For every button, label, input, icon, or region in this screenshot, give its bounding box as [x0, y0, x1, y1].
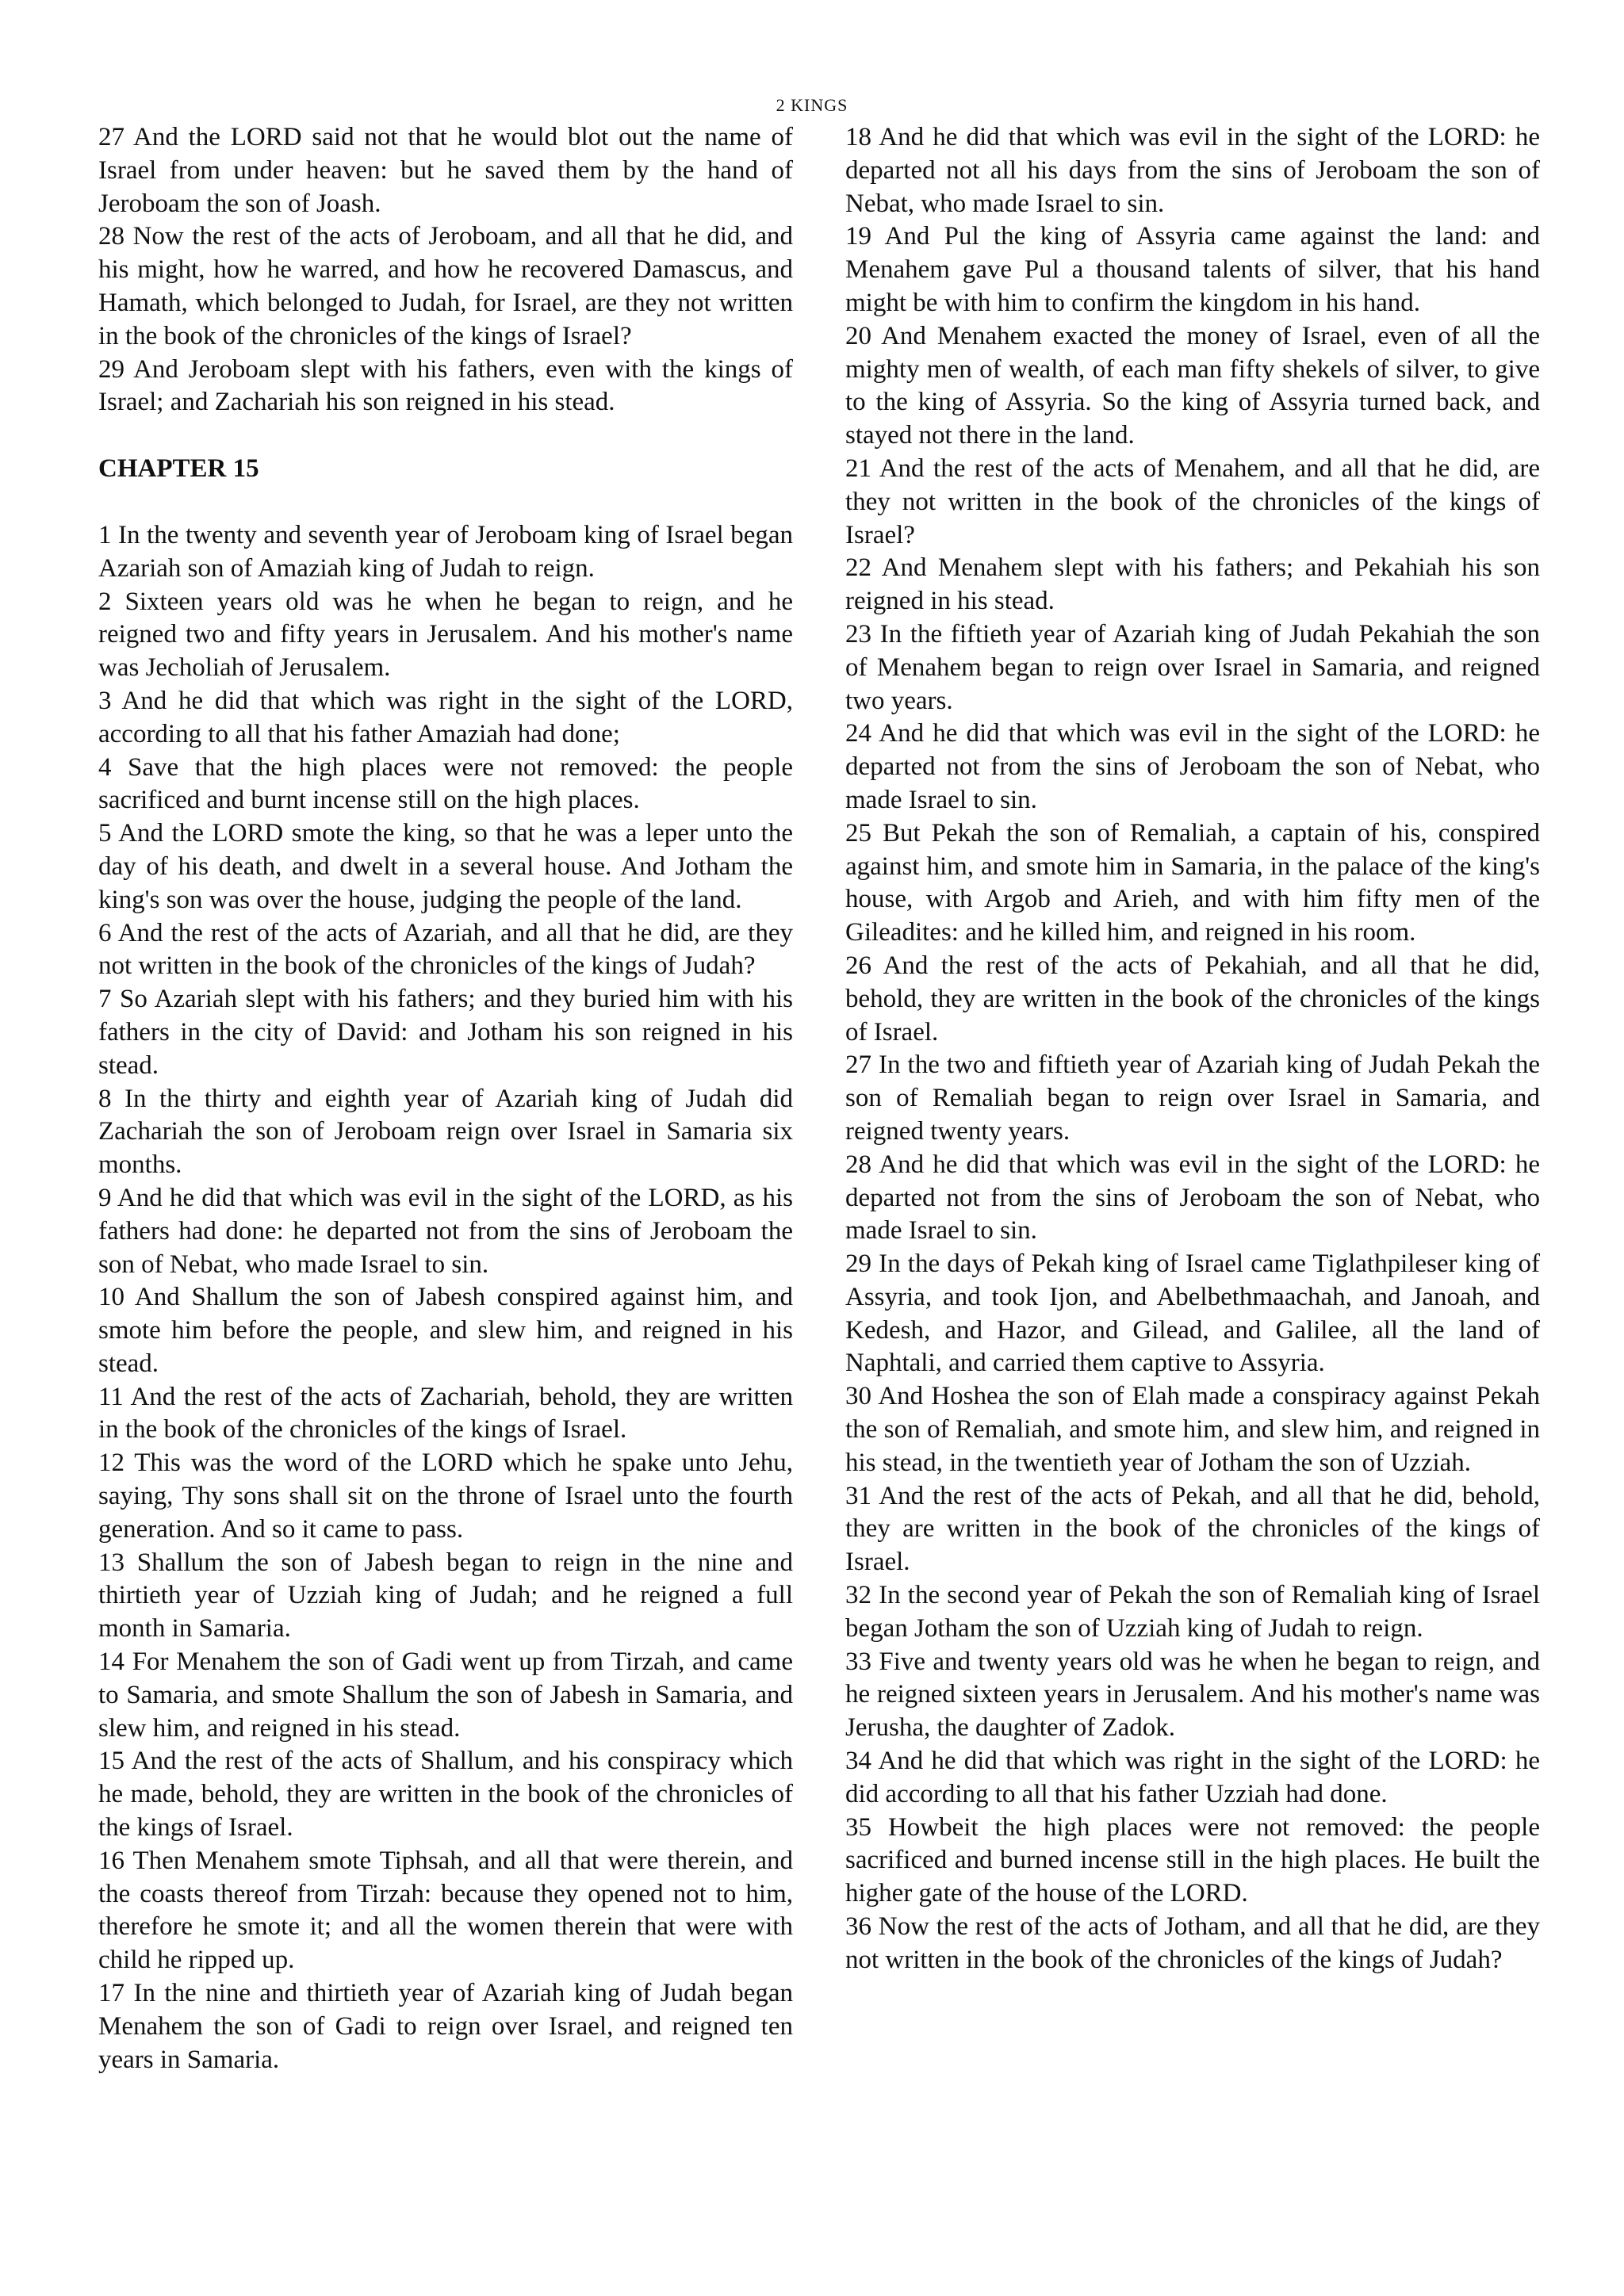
verse-15-5: 5 And the LORD smote the king, so that he was a leper unto the day of his death, and dwelt in a several house. And Jotham the king's son was over the house, judging the people of the land.: [98, 819, 793, 914]
right-column: [845, 121, 1540, 1977]
verse-15-22: 22 And Menahem slept with his fathers; and Pekahiah his son reigned in his stead.: [845, 553, 1540, 616]
verse-15-20: 20 And Menahem exacted the money of Israel, even of all the mighty men of wealth, of each man fifty shekels of silver, to give to the king of Assyria. So the king of Assyria turned back, and stayed not there in the land.: [845, 321, 1540, 450]
verse-15-36: 36 Now the rest of the acts of Jotham, and all that he did, are they not written in the book of the chronicles of the kings of Judah?: [845, 1912, 1540, 1974]
verse-15-6: 6 And the rest of the acts of Azariah, and all that he did, are they not written in the book of the chronicles of the kings of Judah?: [98, 918, 793, 981]
verse-15-23: 23 In the fiftieth year of Azariah king of Judah Pekahiah the son of Menahem began to reign over Israel in Samaria, and reigned two years.: [845, 619, 1540, 715]
verse-15-30: 30 And Hoshea the son of Elah made a conspiracy against Pekah the son of Remaliah, and smote him, and slew him, and reigned in his stead, in the twentieth year of Jotham the son of Uzziah.: [845, 1382, 1540, 1477]
verse-15-2: 2 Sixteen years old was he when he began to reign, and he reigned two and fifty years in Jerusalem. And his mother's name was Jecholiah of Jerusalem.: [98, 587, 793, 683]
verse-14-28: 28 Now the rest of the acts of Jeroboam, and all that he did, and his might, how he warred, and how he recovered Damascus, and Hamath, which belonged to Judah, for Israel, are they not written in the book of the chronicles of the kings of Israel?: [98, 222, 793, 350]
verse-15-12: 12 This was the word of the LORD which he spake unto Jehu, saying, Thy sons shall sit on the throne of Israel unto the fourth generation. And so it came to pass.: [98, 1448, 793, 1544]
verse-15-31: 31 And the rest of the acts of Pekah, and all that he did, behold, they are written in the book of the chronicles of the kings of Israel.: [845, 1481, 1540, 1577]
verse-15-14: 14 For Menahem the son of Gadi went up from Tirzah, and came to Samaria, and smote Shallum the son of Jabesh in Samaria, and slew him, and reigned in his stead.: [98, 1647, 793, 1743]
verse-15-26: 26 And the rest of the acts of Pekahiah, and all that he did, behold, they are written in the book of the chronicles of the kings of Israel.: [845, 951, 1540, 1047]
verse-15-11: 11 And the rest of the acts of Zachariah, behold, they are written in the book of the chronicles of the kings of Israel.: [98, 1382, 793, 1445]
verse-15-9: 9 And he did that which was evil in the sight of the LORD, as his fathers had done: he departed not from the sins of Jeroboam the son of Nebat, who made Israel to sin.: [98, 1183, 793, 1279]
verse-15-29: 29 In the days of Pekah king of Israel came Tiglathpileser king of Assyria, and took Ijon, and Abelbethmaachah, and Janoah, and Kedesh, and Hazor, and Gilead, and Galilee, all the land of Naphtali, and carried them captive to Assyria.: [845, 1249, 1540, 1378]
verse-15-35: 35 Howbeit the high places were not removed: the people sacrificed and burned incense still in the high places. He built the higher gate of the house of the LORD.: [845, 1812, 1540, 1908]
verse-15-25: 25 But Pekah the son of Remaliah, a captain of his, conspired against him, and smote him in Samaria, in the palace of the king's house, with Argob and Arieh, and with him fifty men of the Gileadites: and he killed him, and reigned in his room.: [845, 818, 1540, 947]
verse-15-13: 13 Shallum the son of Jabesh began to reign in the nine and thirtieth year of Uzziah king of Judah; and he reigned a full month in Samaria.: [98, 1548, 793, 1644]
verse-15-19: 19 And Pul the king of Assyria came against the land: and Menahem gave Pul a thousand talents of silver, that his hand might be with him to confirm the kingdom in his hand.: [845, 222, 1540, 317]
verse-15-28: 28 And he did that which was evil in the sight of the LORD: he departed not from the sins of Jeroboam the son of Nebat, who made Israel to sin.: [845, 1150, 1540, 1246]
verse-15-4: 4 Save that the high places were not removed: the people sacrificed and burnt incense still on the high places.: [98, 752, 793, 815]
verse-15-8: 8 In the thirty and eighth year of Azariah king of Judah did Zachariah the son of Jeroboam reign over Israel in Samaria six months.: [98, 1084, 793, 1180]
verse-15-7: 7 So Azariah slept with his fathers; and they buried him with his fathers in the city of David: and Jotham his son reigned in his stead.: [98, 985, 793, 1080]
verse-14-29: 29 And Jeroboam slept with his fathers, even with the kings of Israel; and Zachariah his son reigned in his stead.: [98, 354, 793, 417]
verse-15-32: 32 In the second year of Pekah the son of Remaliah king of Israel began Jotham the son of Uzziah king of Judah to reign.: [845, 1581, 1540, 1643]
verse-15-16: 16 Then Menahem smote Tiphsah, and all that were therein, and the coasts thereof from Tirzah: because they opened not to him, therefore he smote it; and all the women therein that were with child he ripped up.: [98, 1846, 793, 1975]
verse-15-1: 1 In the twenty and seventh year of Jeroboam king of Israel began Azariah son of Amaziah king of Judah to reign.: [98, 520, 793, 583]
verse-14-27: 27 And the LORD said not that he would blot out the name of Israel from under heaven: but he saved them by the hand of Jeroboam the son of Joash.: [98, 123, 793, 218]
verse-15-24: 24 And he did that which was evil in the sight of the LORD: he departed not from the sins of Jeroboam the son of Nebat, who made Israel to sin.: [845, 719, 1540, 814]
verse-15-34: 34 And he did that which was right in the sight of the LORD: he did according to all that his father Uzziah had done.: [845, 1747, 1540, 1808]
verse-15-21: 21 And the rest of the acts of Menahem, and all that he did, are they not written in the book of the chronicles of the kings of Israel?: [845, 453, 1540, 549]
verse-15-27: 27 In the two and fiftieth year of Azariah king of Judah Pekah the son of Remaliah began to reign over Israel in Samaria, and reigned twenty years.: [845, 1050, 1540, 1146]
running-head: 2 KINGS: [776, 95, 848, 115]
chapter-heading: CHAPTER 15: [98, 454, 259, 484]
verse-15-33: 33 Five and twenty years old was he when he began to reign, and he reigned sixteen years in Jerusalem. And his mother's name was Jerusha, the daughter of Zadok.: [845, 1647, 1540, 1743]
left-column: [98, 121, 793, 2076]
verse-15-18: 18 And he did that which was evil in the sight of the LORD: he departed not all his days from the sins of Jeroboam the son of Nebat, who made Israel to sin.: [845, 123, 1540, 218]
verse-15-3: 3 And he did that which was right in the sight of the LORD, according to all that his father Amaziah had done;: [98, 686, 793, 748]
verse-15-10: 10 And Shallum the son of Jabesh conspired against him, and smote him before the people, and slew him, and reigned in his stead.: [98, 1283, 793, 1378]
verse-15-17: 17 In the nine and thirtieth year of Azariah king of Judah began Menahem the son of Gadi to reign over Israel, and reigned ten years in Samaria.: [98, 1979, 793, 2074]
verse-15-15: 15 And the rest of the acts of Shallum, and his conspiracy which he made, behold, they are written in the book of the chronicles of the kings of Israel.: [98, 1747, 793, 1843]
